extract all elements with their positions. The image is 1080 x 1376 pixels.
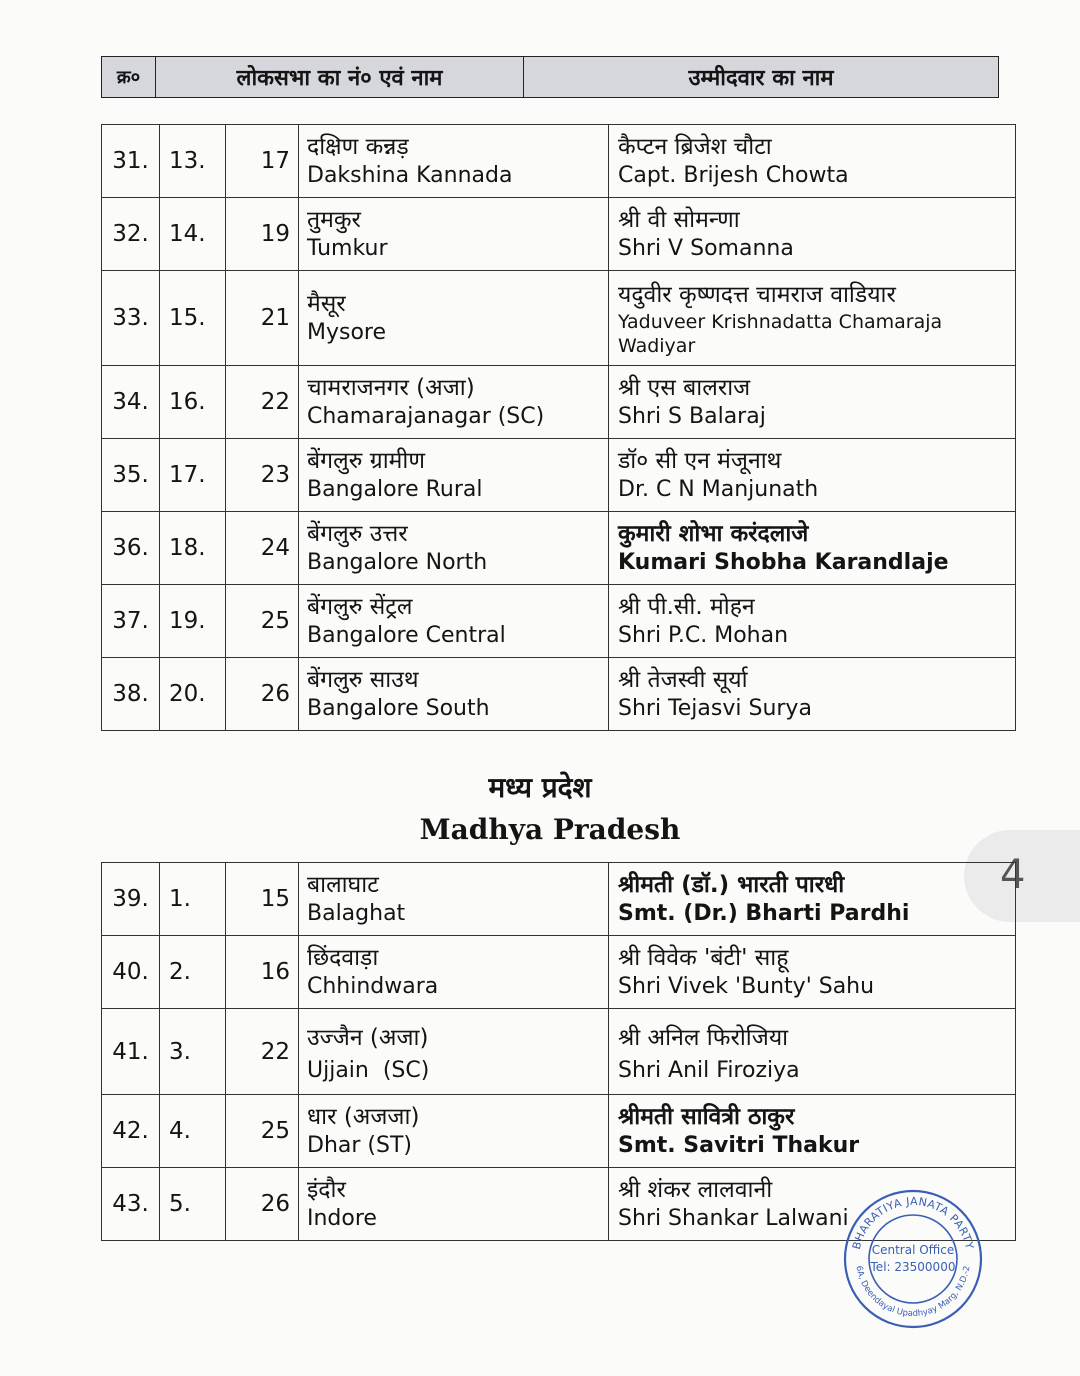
candidate-hindi: श्री तेजस्वी सूर्या	[618, 667, 748, 693]
constituency-hindi: चामराजनगर (अजा)	[307, 375, 475, 401]
serial-number: 36.	[102, 512, 160, 585]
constituency-cell	[299, 936, 609, 1009]
candidate-cell	[609, 863, 1016, 936]
constituency-cell	[299, 1168, 609, 1241]
candidate-english-line2: Wadiyar	[618, 334, 696, 357]
candidate-hindi: श्रीमती सावित्री ठाकुर	[618, 1104, 795, 1130]
serial-number: 32.	[102, 198, 160, 271]
serial-number: 43.	[102, 1168, 160, 1241]
pc-number: 25	[226, 585, 299, 658]
constituency-cell	[299, 512, 609, 585]
state-serial: 4.	[160, 1095, 226, 1168]
table-row	[102, 1009, 1016, 1095]
table-row	[102, 863, 1016, 936]
candidate-hindi: श्री विवेक 'बंटी' साहू	[618, 945, 789, 971]
constituency-english: Mysore	[307, 320, 387, 345]
pc-number: 22	[226, 366, 299, 439]
constituency-hindi: बालाघाट	[307, 872, 379, 898]
constituency-english: Ujjain (SC)	[307, 1057, 430, 1083]
candidate-english: Shri Vivek 'Bunty' Sahu	[618, 974, 875, 999]
pc-number: 17	[226, 125, 299, 198]
candidate-cell	[609, 271, 1016, 366]
table-row	[102, 1095, 1016, 1168]
candidate-hindi: श्री शंकर लालवानी	[618, 1177, 773, 1203]
candidate-hindi: श्री पी.सी. मोहन	[618, 594, 755, 620]
table-row	[102, 585, 1016, 658]
constituency-hindi: बेंगलुरु उत्तर	[307, 521, 408, 547]
constituency-english: Bangalore Rural	[307, 477, 483, 502]
svg-text:Central Office: Central Office	[871, 1243, 955, 1257]
pc-number: 16	[226, 936, 299, 1009]
serial-number: 42.	[102, 1095, 160, 1168]
candidate-hindi: डॉ० सी एन मंजूनाथ	[618, 448, 782, 474]
state-serial: 19.	[160, 585, 226, 658]
table-header	[101, 56, 999, 98]
constituency-cell	[299, 1009, 609, 1095]
table-row	[102, 125, 1016, 198]
pc-number: 23	[226, 439, 299, 512]
serial-number: 34.	[102, 366, 160, 439]
constituency-hindi: बेंगलुरु सेंट्रल	[307, 594, 413, 620]
state-serial: 17.	[160, 439, 226, 512]
serial-number: 40.	[102, 936, 160, 1009]
state-serial: 20.	[160, 658, 226, 731]
candidate-english: Dr. C N Manjunath	[618, 477, 819, 502]
svg-text:6A, Deendayal Upadhyay Marg, N: 6A, Deendayal Upadhyay Marg, N.D.-2	[853, 1265, 973, 1320]
constituency-english: Bangalore North	[307, 550, 488, 575]
table-row	[102, 366, 1016, 439]
serial-number: 31.	[102, 125, 160, 198]
madhya-pradesh-table	[101, 862, 1016, 1241]
candidate-hindi: श्रीमती (डॉ.) भारती पारधी	[618, 872, 845, 898]
table-row	[102, 271, 1016, 366]
candidate-hindi: श्री अनिल फिरोजिया	[618, 1024, 789, 1051]
pc-number: 19	[226, 198, 299, 271]
page-number: 4	[1000, 852, 1026, 898]
pc-number: 26	[226, 1168, 299, 1241]
serial-number: 41.	[102, 1009, 160, 1095]
constituency-hindi: दक्षिण कन्नड़	[307, 134, 409, 160]
constituency-cell	[299, 366, 609, 439]
state-serial: 1.	[160, 863, 226, 936]
serial-number: 35.	[102, 439, 160, 512]
header-candidate: उम्मीदवार का नाम	[688, 66, 834, 91]
candidate-english: Smt. Savitri Thakur	[618, 1133, 860, 1158]
pc-number: 25	[226, 1095, 299, 1168]
karnataka-table	[101, 124, 1016, 731]
pc-number: 15	[226, 863, 299, 936]
constituency-english: Tumkur	[307, 236, 388, 261]
state-serial: 3.	[160, 1009, 226, 1095]
candidate-cell	[609, 366, 1016, 439]
constituency-hindi: इंदौर	[307, 1177, 346, 1203]
candidate-cell	[609, 1009, 1016, 1095]
constituency-hindi: तुमकुर	[307, 207, 361, 233]
candidate-hindi: श्री वी सोमन्णा	[618, 207, 740, 233]
serial-number: 37.	[102, 585, 160, 658]
constituency-english: Dakshina Kannada	[307, 163, 513, 188]
candidate-hindi: श्री एस बालराज	[618, 375, 751, 401]
candidate-hindi: कुमारी शोभा करंदलाजे	[618, 521, 809, 547]
candidate-cell	[609, 125, 1016, 198]
svg-text:BHARATIYA JANATA PARTY: BHARATIYA JANATA PARTY	[849, 1194, 977, 1251]
constituency-english: Dhar (ST)	[307, 1133, 412, 1158]
constituency-english: Chamarajanagar (SC)	[307, 404, 545, 429]
state-serial: 18.	[160, 512, 226, 585]
constituency-cell	[299, 439, 609, 512]
candidate-cell	[609, 936, 1016, 1009]
table-row	[102, 198, 1016, 271]
constituency-english: Bangalore South	[307, 696, 490, 721]
header-serial: क्र०	[102, 57, 156, 97]
constituency-english: Indore	[307, 1206, 377, 1231]
serial-number: 39.	[102, 863, 160, 936]
constituency-cell	[299, 1095, 609, 1168]
candidate-english: Shri S Balaraj	[618, 404, 766, 429]
pc-number: 21	[226, 271, 299, 366]
table-row	[102, 658, 1016, 731]
candidate-english: Shri Shankar Lalwani	[618, 1206, 849, 1231]
constituency-english: Chhindwara	[307, 974, 439, 999]
candidate-english: Yaduveer Krishnadatta Chamaraja	[618, 310, 943, 333]
state-serial: 13.	[160, 125, 226, 198]
state-serial: 14.	[160, 198, 226, 271]
candidate-cell	[609, 512, 1016, 585]
candidate-cell	[609, 585, 1016, 658]
candidate-english: Capt. Brijesh Chowta	[618, 163, 849, 188]
constituency-english: Bangalore Central	[307, 623, 506, 648]
constituency-hindi: मैसूर	[307, 291, 346, 317]
candidate-cell	[609, 439, 1016, 512]
candidate-cell	[609, 1095, 1016, 1168]
candidate-english: Smt. (Dr.) Bharti Pardhi	[618, 901, 910, 926]
candidate-english: Shri Tejasvi Surya	[618, 696, 812, 721]
constituency-cell	[299, 125, 609, 198]
constituency-cell	[299, 271, 609, 366]
constituency-cell	[299, 198, 609, 271]
section-title-hindi: मध्य प्रदेश	[488, 771, 592, 804]
office-stamp-icon	[842, 1188, 984, 1330]
constituency-cell	[299, 585, 609, 658]
candidate-english: Shri V Somanna	[618, 236, 794, 261]
table-row	[102, 439, 1016, 512]
table-row	[102, 936, 1016, 1009]
pc-number: 24	[226, 512, 299, 585]
constituency-english: Balaghat	[307, 901, 406, 926]
section-title-english: Madhya Pradesh	[419, 813, 681, 846]
pc-number: 22	[226, 1009, 299, 1095]
state-serial: 5.	[160, 1168, 226, 1241]
pc-number: 26	[226, 658, 299, 731]
state-serial: 2.	[160, 936, 226, 1009]
constituency-hindi: धार (अजजा)	[307, 1104, 420, 1130]
candidate-english: Kumari Shobha Karandlaje	[618, 550, 949, 575]
constituency-cell	[299, 863, 609, 936]
svg-text:Tel: 23500000: Tel: 23500000	[870, 1260, 956, 1274]
constituency-hindi: उज्जैन (अजा)	[307, 1024, 429, 1051]
candidate-cell	[609, 198, 1016, 271]
state-serial: 16.	[160, 366, 226, 439]
candidate-hindi: यदुवीर कृष्णदत्त चामराज वाडियार	[618, 281, 896, 308]
candidate-hindi: कैप्टन ब्रिजेश चौटा	[618, 134, 772, 160]
constituency-hindi: बेंगलुरु ग्रामीण	[307, 448, 426, 474]
constituency-hindi: छिंदवाड़ा	[307, 945, 379, 971]
table-row	[102, 512, 1016, 585]
candidate-cell	[609, 658, 1016, 731]
serial-number: 33.	[102, 271, 160, 366]
candidate-english: Shri P.C. Mohan	[618, 623, 789, 648]
constituency-hindi: बेंगलुरु साउथ	[307, 667, 419, 693]
header-constituency: लोकसभा का नं० एवं नाम	[156, 57, 524, 97]
candidate-english: Shri Anil Firoziya	[618, 1057, 800, 1083]
constituency-cell	[299, 658, 609, 731]
serial-number: 38.	[102, 658, 160, 731]
state-serial: 15.	[160, 271, 226, 366]
